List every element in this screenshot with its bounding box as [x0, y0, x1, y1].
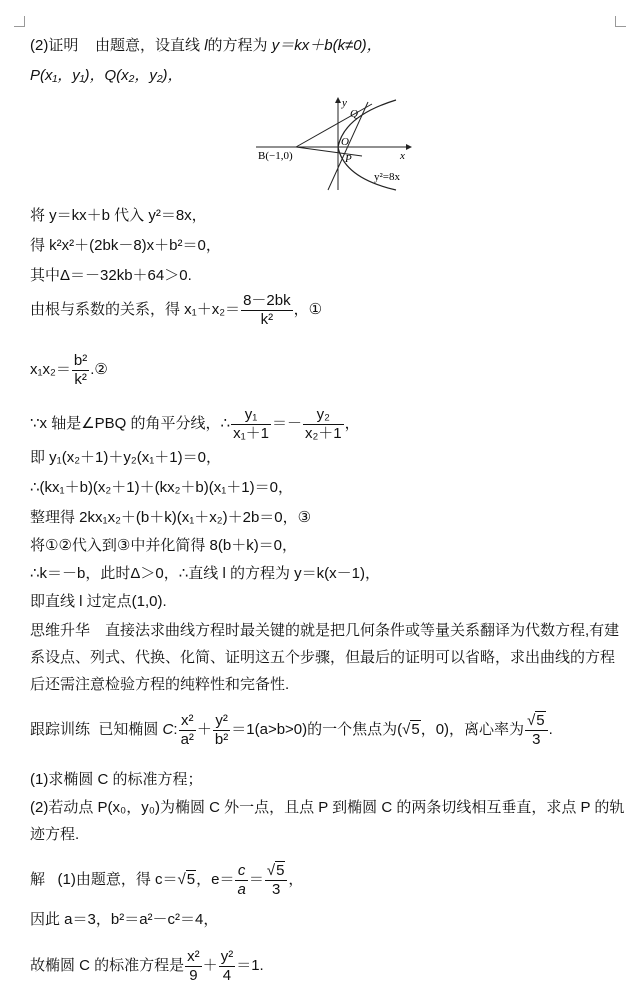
fraction-numerator: 8－2bk — [243, 291, 291, 309]
vieta-product-line — [30, 350, 108, 390]
solution-text: ，e＝ — [196, 871, 235, 888]
fraction-numerator: y₁ — [231, 406, 271, 425]
question-one: (1)求椭圆 C 的标准方程； — [30, 771, 203, 788]
fraction-denominator: k² — [74, 370, 87, 388]
bisector-line — [30, 404, 360, 444]
solution-text: 故椭圆 C 的标准方程是 — [30, 957, 185, 974]
y-axis-label: y — [342, 97, 347, 109]
fraction-denominator: 3 — [532, 730, 541, 748]
bisector-end: ， — [344, 415, 360, 432]
fraction-denominator: k² — [260, 310, 274, 328]
page-corner-mark — [14, 16, 25, 27]
x-axis-arrow-icon — [406, 144, 412, 150]
proof-label: (2)证明 — [30, 37, 79, 54]
solution-line-2: 因此 a＝3，b²＝a²－c²＝4， — [30, 911, 219, 928]
ellipse-name: C — [162, 721, 174, 738]
focus-end: ，0)，离心率为 — [420, 721, 525, 738]
question-two: (2)若动点 P(x₀，y₀)为椭圆 C 外一点，且点 P 到椭圆 C 的两条切线相互垂直，求点 P 的轨迹方程. — [30, 799, 625, 843]
exercise-lead: 已知椭圆 — [98, 721, 159, 738]
mark-one: ，① — [293, 301, 323, 318]
bisector-left-fraction — [231, 406, 271, 443]
y-axis-arrow-icon — [335, 97, 341, 103]
ellipse-x-fraction — [179, 712, 196, 749]
vieta-intro: 由根与系数的关系，得 x₁＋x₂＝ — [30, 301, 241, 318]
radicand: 5 — [276, 861, 285, 879]
fraction-denominator: 3 — [271, 880, 281, 898]
exercise-line — [30, 708, 553, 752]
step-merge: 将①②代入到③中并化简得 8(b＋k)＝0， — [30, 537, 298, 554]
equals-sign: ＝ — [248, 871, 264, 888]
vieta-sum-line — [30, 290, 322, 330]
radicand: 5 — [411, 721, 420, 738]
step-expand: ∴(kx₁＋b)(x₂＋1)＋(kx₂＋b)(x₁＋1)＝0， — [30, 479, 293, 496]
ellipse-condition: ＝1(a>b>0)的一个焦点为( — [231, 721, 403, 738]
standard-x-fraction — [185, 948, 202, 985]
fraction-numerator: y² — [220, 947, 234, 965]
x-axis-label: x — [400, 150, 405, 162]
plus-sign: ＋ — [196, 721, 212, 738]
eccentricity-fraction — [525, 712, 548, 749]
fraction-denominator: a² — [180, 730, 194, 748]
line-equation: y＝kx＋b(k≠0)， — [271, 37, 382, 54]
line-bp — [296, 147, 362, 156]
curve-label: y²=8x — [374, 171, 401, 183]
step-tidy: 整理得 2kx₁x₂＋(b＋k)(x₁＋x₂)＋2b＝0，③ — [30, 509, 312, 526]
solution-line-3 — [30, 944, 264, 988]
point-p-label: P — [345, 153, 352, 165]
fraction-denominator: 4 — [222, 966, 232, 984]
fraction-numerator: x² — [187, 947, 200, 965]
parabola-figure — [256, 96, 418, 192]
fraction-denominator: a — [237, 880, 246, 898]
sqrt-five: √5 — [177, 871, 196, 888]
sqrt-five: √5 — [266, 861, 285, 879]
radicand: 5 — [186, 871, 196, 888]
sqrt-five: √5 — [527, 711, 545, 729]
point-o-label: O — [341, 136, 349, 148]
fraction-denominator: x₂＋1 — [304, 424, 342, 442]
line-bq — [296, 104, 372, 147]
line-symbol: l — [204, 37, 208, 54]
fraction-denominator: 9 — [189, 966, 198, 984]
bisector-equals: ＝－ — [271, 415, 302, 432]
solution-line-1 — [30, 858, 303, 902]
proof-intro: 由题意，设直线 — [95, 37, 201, 54]
step-fixed-point: 即直线 l 过定点(1,0). — [30, 593, 167, 610]
comma: ， — [288, 871, 304, 888]
points-line: P(x₁，y₁)，Q(x₂，y₂)， — [30, 67, 183, 84]
colon: : — [173, 721, 178, 738]
ellipse-y-fraction — [213, 712, 230, 749]
solution-text: (1)由题意，得 c＝ — [57, 871, 178, 888]
vieta-product-fraction — [72, 352, 89, 389]
fraction-numerator: c — [235, 862, 247, 881]
standard-y-fraction — [219, 948, 236, 985]
point-q-label: Q — [350, 108, 358, 120]
step-discriminant: 其中Δ＝－32kb＋64＞0. — [30, 267, 192, 284]
fraction-denominator: b² — [214, 730, 229, 748]
vieta-product-lhs: x₁x₂＝ — [30, 361, 71, 378]
eccentricity-value-fraction — [265, 862, 288, 899]
period: . — [548, 721, 553, 738]
step-substitute: 将 y＝kx＋b 代入 y²＝8x， — [30, 207, 207, 224]
fraction-numerator: y₂ — [303, 406, 344, 425]
radicand: 5 — [536, 711, 545, 729]
equation-text: 的方程为 — [207, 37, 268, 54]
proof-heading-line — [30, 36, 382, 56]
fraction-numerator: b² — [73, 351, 88, 369]
c-over-a-fraction — [235, 862, 247, 899]
solution-label: 解 — [30, 871, 46, 888]
step-quadratic: 得 k²x²＋(2bk－8)x＋b²＝0， — [30, 237, 221, 254]
step-ie: 即 y₁(x₂＋1)＋y₂(x₁＋1)＝0， — [30, 449, 221, 466]
page-corner-mark — [615, 16, 626, 27]
plus-sign: ＋ — [202, 957, 218, 974]
fraction-denominator: x₁＋1 — [233, 424, 269, 442]
bisector-text: ∵x 轴是∠PBQ 的角平分线，∴ — [30, 415, 231, 432]
fraction-numerator: x² — [179, 712, 196, 731]
equation-end: ＝1. — [236, 957, 264, 974]
fraction-numerator: y² — [213, 712, 230, 731]
vieta-sum-fraction — [241, 292, 293, 329]
step-k: ∴k＝－b，此时Δ＞0，∴直线 l 的方程为 y＝k(x－1)， — [30, 565, 380, 582]
bisector-right-fraction — [303, 406, 344, 443]
sqrt-five: √5 — [402, 721, 420, 738]
insight-paragraph: 思维升华 直接法求曲线方程时最关键的就是把几何条件或等量关系翻译为代数方程,有建系设点、列式、代换、化简、证明这五个步骤，但最后的证明可以省略，求出曲线的方程后还需注意检验方程的纯粹性和完备性. — [30, 622, 620, 693]
point-b-label: B(−1,0) — [258, 150, 293, 162]
mark-two: .② — [90, 361, 108, 378]
exercise-label: 跟踪训练 — [30, 721, 91, 738]
